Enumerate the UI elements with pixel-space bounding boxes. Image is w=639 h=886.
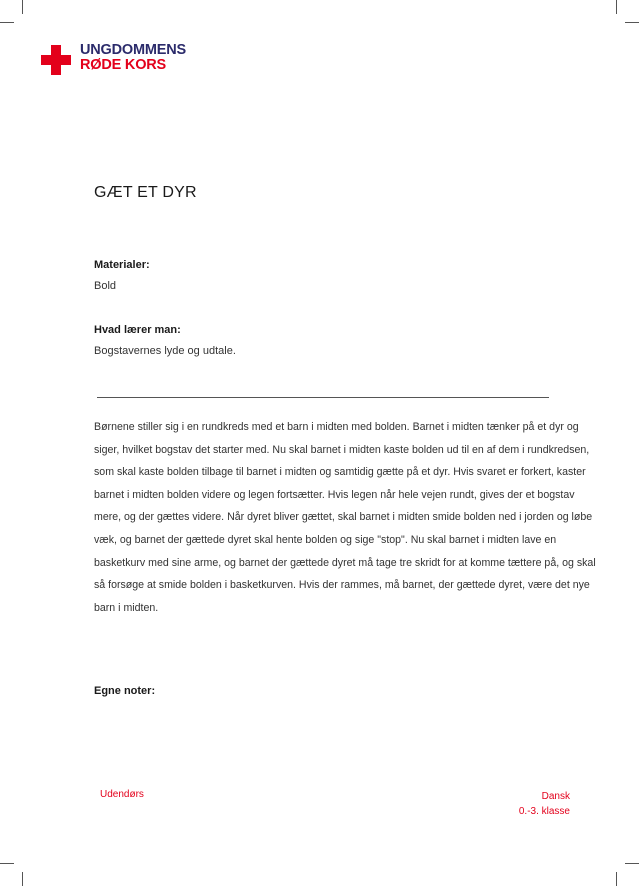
learning-label: Hvad lærer man: bbox=[94, 324, 181, 336]
logo-line-2: RØDE KORS bbox=[80, 57, 167, 73]
crop-mark-top-left-h bbox=[0, 22, 14, 23]
divider bbox=[97, 397, 549, 398]
footer-subject: Dansk bbox=[541, 791, 570, 802]
crop-mark-bottom-right-v bbox=[616, 872, 617, 886]
materials-value: Bold bbox=[94, 280, 117, 292]
materials-label: Materialer: bbox=[94, 259, 150, 271]
crop-mark-bottom-right-h bbox=[625, 863, 639, 864]
notes-label: Egne noter: bbox=[94, 685, 156, 697]
learning-value: Bogstavernes lyde og udtale. bbox=[94, 345, 236, 357]
description-text: Børnene stiller sig i en rundkreds med et barn i midten med bolden. Barnet i midten tænker på et dyr og siger, hvilket bogstav det starter med. Nu skal barnet i midten kaste bolden ud til en af dem i rundkredsen, som skal kaste bolden tilbage til barnet i midten og samtidig gætte på et dyr. Hvis svaret er forkert, kaster barnet i midten bolden videre og legen fortsætter. Hvis legen når hele vejen rundt, gives der et bogstav mere, og der gættes videre. Når dyret bliver gættet, skal barnet i midten smide bolden ned i jorden og løbe væk, og barnet der gættede dyret skal hente bolden og sige "stop". Nu skal barnet i midten lave en basketkurv med sine arme, og barnet der gættede dyret må tage tre skridt for at komme tættere på, og skal så forsøge at smide bolden i basketkurven. Hvis der rammes, må barnet, der gættede dyret, være det nye barn i midten. bbox=[94, 421, 596, 614]
footer-grade: 0.-3. klasse bbox=[518, 806, 570, 817]
crop-mark-top-right-v bbox=[616, 0, 617, 14]
logo-text bbox=[80, 43, 186, 73]
red-cross-icon bbox=[41, 45, 71, 75]
crop-mark-top-right-h bbox=[625, 22, 639, 23]
crop-mark-bottom-left-v bbox=[22, 872, 23, 886]
logo-line-1: UNGDOMMENS bbox=[80, 42, 186, 58]
crop-mark-top-left-v bbox=[22, 0, 23, 14]
footer-location: Udendørs bbox=[100, 789, 144, 800]
page-title: GÆT ET DYR bbox=[94, 184, 197, 201]
crop-mark-bottom-left-h bbox=[0, 863, 14, 864]
footer-meta bbox=[519, 789, 570, 819]
